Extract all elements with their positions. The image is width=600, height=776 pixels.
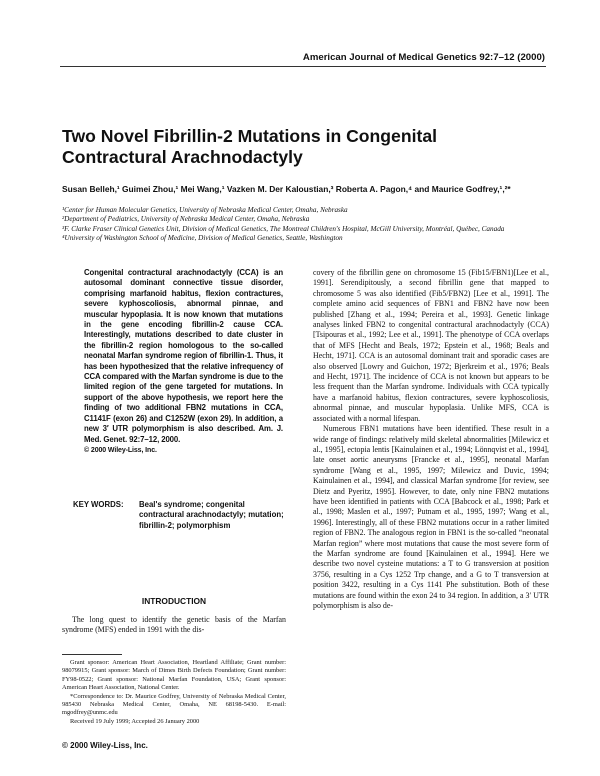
abstract-text: Congenital contractural arachnodactyly (CCA) is an autosomal dominant connective tissue disorder, comprising marfanoid habitus, flexion contractures, severe kyphoscoliosis, abnormal pinnae, and muscular hypoplasia. It is now known that mutations in the gene encoding fibrillin-2 cause CCA. Interestingly, mutations described to date cluster in the fibrillin-2 region homologous to the so-called neonatal Marfan syndrome region of fibrillin-1. Thus, it has been hypothesized that the relative infrequency of CCA compared with the Marfan syndrome is due to the limited region of the gene targeted for mutations. In support of the above hypothesis, we report here the finding of two additional FBN2 mutations in CCA, C1141F (exon 26) and C1252W (exon 29). In addition, a new 3′ UTR polymorphism is also described. Am. J. Med. Genet. 92:7–12, 2000. bbox=[84, 268, 283, 444]
author-list: Susan Belleh,¹ Guimei Zhou,¹ Mei Wang,¹ Vazken M. Der Kaloustian,³ Roberta A. Pagon,⁴ and Maurice Godfrey,¹,²* bbox=[62, 184, 511, 194]
abstract bbox=[84, 268, 283, 456]
affiliation-item: ¹Center for Human Molecular Genetics, University of Nebraska Medical Center, Omaha, Nebraska bbox=[62, 206, 348, 214]
footnote-rule bbox=[62, 654, 122, 655]
introduction-heading: INTRODUCTION bbox=[141, 596, 207, 606]
page-copyright: © 2000 Wiley-Liss, Inc. bbox=[62, 741, 148, 750]
footnote-grants: Grant sponsor: American Heart Association, Heartland Affiliate; Grant number: 98079915; Grant sponsor: March of Dimes Birth Defects Foundation; Grant number: FY98-0522; Grant sponsor: National Marfan Foundation, USA; Grant sponsor: American Heart Association, National Center. bbox=[62, 659, 286, 692]
body-paragraph: Numerous FBN1 mutations have been identified. These result in a wide range of findings: relatively mild skeletal abnormalities [Milewicz et al., 1995], ectopia lentis [Kainulainen et al., 1994; Lönnqvist et al., 1994], late onset aortic aneurysms [Francke et al., 1995], neonatal Marfan syndrome [Wang et al., 1995, 1997; Milewicz and Duvic, 1994; Kainulainen et al., 1994], and classical Marfan syndrome [for review, see Dietz and Pyeritz, 1995]. However, to date, only nine FBN2 mutations have been identified in patients with CCA [Babcock et al., 1998; Park et al., 1998; Maslen et al., 1997; Putnam et al., 1995, 1997; Wang et al., 1996]. Interestingly, all of these FBN2 mutations occur in a rather limited region of FBN2. The analogous region in FBN1 is the so-called “neonatal Marfan region” where most mutations that cause the most severe form of the Marfan syndrome are found [Kainulainen et al., 1994]. Here we describe two novel cysteine mutations: a T to G transversion at position 3756, resulting in a Cys 1252 Trp change, and a G to T transversion at position 3422, resulting in a Cys 1141 Phe substitution. Both of these mutations are found within the exon 24 to 34 region. In addition, a 3′ UTR polymorphism is also de- bbox=[313, 424, 549, 610]
body-paragraph: covery of the fibrillin gene on chromosome 15 (Fib15/FBN1)[Lee et al., 1991]. Serendipitously, a second fibrillin gene that mapped to chromosome 5 was also identified (Fib5/FBN2) [Lee et al., 1991]. The complete amino acid sequences of FBN1 and FBN2 have now been published [Zhang et al., 1994; Pereira et al., 1993]. Genetic linkage analyses linked FBN2 to congenital contractural arachnodactyly (CCA) [Tsipouras et al., 1992; Lee et al., 1991]. The phenotype of CCA overlaps that of MFS [Hecht and Beals, 1972; Epstein et al., 1968; Beals and Hecht, 1971]. CCA is an autosomal dominant trait and sporadic cases are also observed [Lowry and Guichon, 1972; Bjerkreim et al., 1976; Beals and Hecht, 1971]. The incidence of CCA is not known but appears to be less frequent than the Marfan syndrome. Individuals with CCA typically have a marfanoid habitus, flexion contractures, severe kyphoscoliosis, abnormal pinnae, and muscular hypoplasia. Unlike MFS, CCA is associated with a normal lifespan. bbox=[313, 268, 549, 423]
journal-citation: American Journal of Medical Genetics 92:7–12 (2000) bbox=[302, 52, 545, 63]
footnote-received: Received 19 July 1999; Accepted 26 January 2000 bbox=[70, 717, 200, 725]
introduction-paragraph: The long quest to identify the genetic basis of the Marfan syndrome (MFS) ended in 1991 with the dis- bbox=[62, 615, 286, 635]
affiliation-item: ²Department of Pediatrics, University of Nebraska Medical Center, Omaha, Nebraska bbox=[62, 215, 310, 224]
right-column bbox=[313, 268, 549, 611]
footnotes bbox=[62, 659, 286, 726]
article-title: Two Novel Fibrillin-2 Mutations in Congenital Contractural Arachnodactyly bbox=[62, 126, 438, 167]
affiliation-item: ⁴University of Washington School of Medicine, Division of Medical Genetics, Seattle, Washington bbox=[62, 233, 343, 242]
keywords-label: KEY WORDS: bbox=[73, 500, 124, 509]
footnote-correspondence: *Correspondence to: Dr. Maurice Godfrey, University of Nebraska Medical Center, 985430 Nebraska Medical Center, Omaha, NE 68198-5430. E-mail: mgodfrey@unmc.edu bbox=[62, 692, 286, 717]
keywords-text: Beal's syndrome; congenital contractural arachnodactyly; mutation; fibrillin-2; polymorphism bbox=[139, 500, 284, 530]
affiliation-list bbox=[62, 206, 548, 243]
abstract-copyright: © 2000 Wiley-Liss, Inc. bbox=[84, 446, 157, 454]
affiliation-item: ³F. Clarke Fraser Clinical Genetics Unit, Division of Medical Genetics, The Montreal Children's Hospital, McGill University, Montréal, Québec, Canada bbox=[62, 224, 505, 233]
header-rule bbox=[60, 66, 546, 67]
keywords-block bbox=[73, 500, 287, 531]
